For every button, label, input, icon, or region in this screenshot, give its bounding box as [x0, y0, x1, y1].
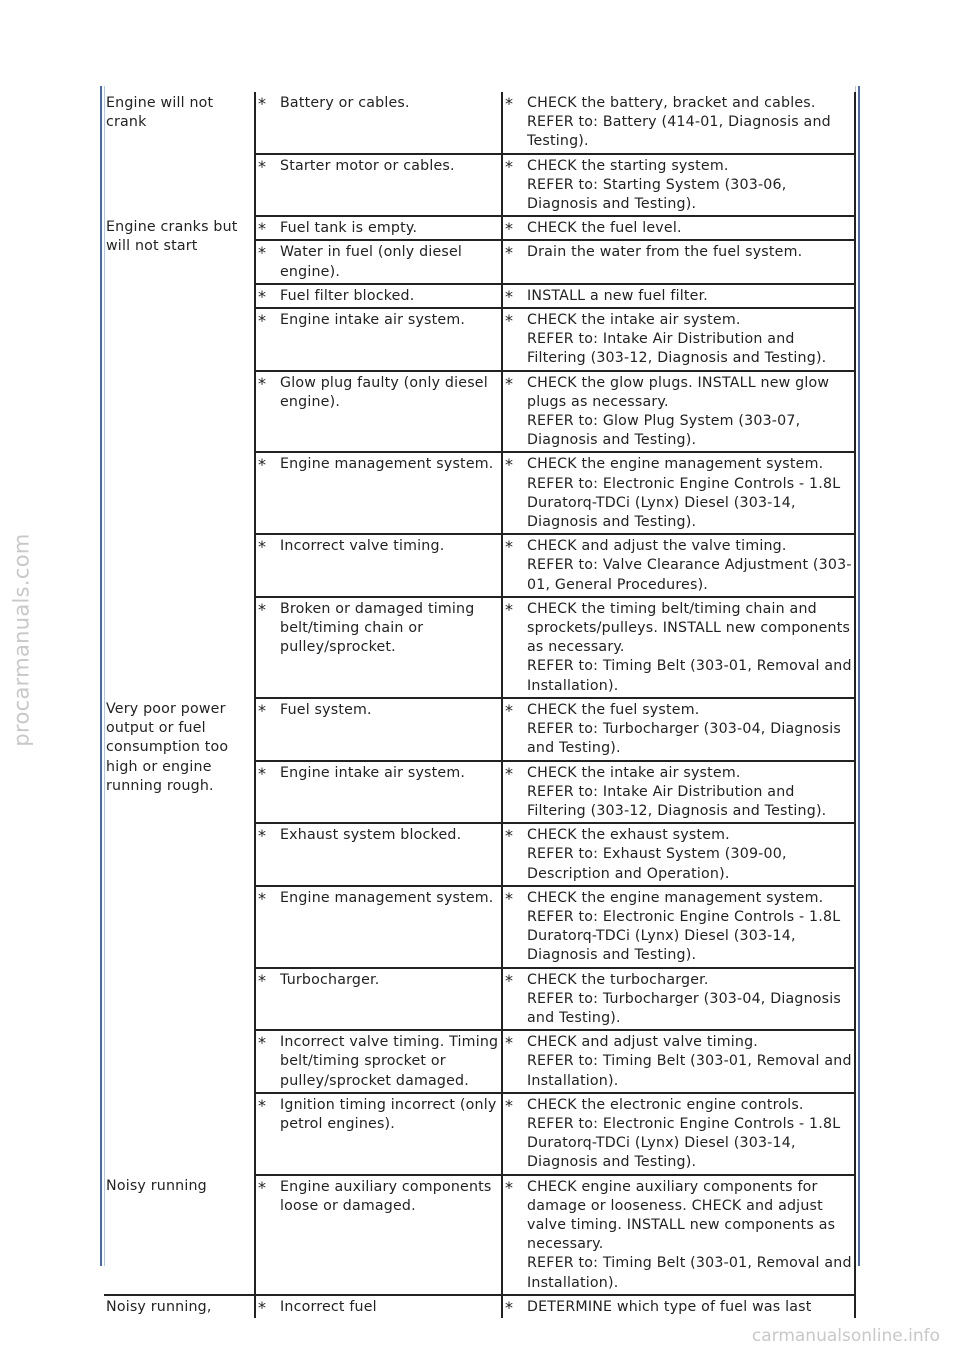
bullet-icon: * [505, 763, 514, 783]
bullet-icon: * [505, 1095, 514, 1115]
action-text: CHECK the exhaust system. [527, 827, 730, 844]
cause-cell [255, 452, 502, 534]
cause-cell [255, 92, 502, 154]
cause-text: Exhaust system blocked. [280, 827, 462, 844]
refer-text: REFER to: Electronic Engine Controls - 1.8L Duratorq-TDCi (Lynx) Diesel (303-14, Diagnosis and Testing). [527, 1115, 841, 1171]
cause-cell [255, 823, 502, 886]
action-cell [502, 1295, 855, 1318]
cause-cell [255, 1030, 502, 1093]
cause-text: Water in fuel (only diesel engine). [280, 244, 463, 280]
action-cell [502, 1093, 855, 1175]
cause-text: Engine auxiliary components loose or damaged. [280, 1178, 492, 1214]
bullet-icon: * [505, 455, 514, 475]
bullet-icon: * [258, 286, 267, 306]
action-text: CHECK engine auxiliary components for damage or looseness. CHECK and adjust valve timing. INSTALL new components as necessary. [527, 1178, 836, 1253]
cause-text: Engine intake air system. [280, 312, 466, 329]
action-cell [502, 216, 855, 240]
action-cell [502, 154, 855, 217]
action-cell [502, 1175, 855, 1295]
bullet-icon: * [505, 243, 514, 263]
cause-text: Engine management system. [280, 456, 494, 473]
refer-text: REFER to: Electronic Engine Controls - 1.8L Duratorq-TDCi (Lynx) Diesel (303-14, Diagnosis and Testing). [527, 475, 841, 531]
diagnosis-table [104, 92, 856, 1318]
action-cell [502, 761, 855, 824]
action-text: CHECK the engine management system. [527, 889, 824, 906]
cause-cell [255, 371, 502, 453]
action-cell [502, 698, 855, 761]
condition-cell: Noisy running, [104, 1295, 255, 1318]
side-watermark: procarmanuals.com [10, 533, 34, 747]
bullet-icon: * [505, 286, 514, 306]
refer-text: REFER to: Starting System (303-06, Diagnosis and Testing). [527, 176, 787, 213]
bullet-icon: * [258, 373, 267, 393]
action-text: CHECK the timing belt/timing chain and sprockets/pulleys. INSTALL new components as necessary. [527, 600, 851, 656]
action-text: CHECK and adjust valve timing. [527, 1034, 758, 1051]
cause-cell [255, 761, 502, 824]
cause-text: Engine intake air system. [280, 764, 466, 781]
cause-cell [255, 534, 502, 597]
cause-cell [255, 1093, 502, 1175]
bullet-icon: * [258, 599, 267, 619]
cause-text: Starter motor or cables. [280, 157, 455, 174]
action-cell [502, 823, 855, 886]
condition-cell: Noisy running [104, 1175, 255, 1295]
cause-text: Turbocharger. [280, 971, 380, 988]
bullet-icon: * [258, 219, 267, 239]
table-row [104, 698, 855, 761]
cause-cell [255, 154, 502, 217]
bullet-icon: * [258, 156, 267, 176]
bullet-icon: * [258, 94, 267, 113]
bullet-icon: * [258, 243, 267, 263]
bullet-icon: * [505, 537, 514, 557]
action-cell [502, 92, 855, 154]
bullet-icon: * [505, 1297, 514, 1317]
action-text: CHECK the glow plugs. INSTALL new glow plugs as necessary. [527, 374, 830, 410]
diagnosis-table-body [104, 92, 855, 1318]
refer-text: REFER to: Timing Belt (303-01, Removal and Installation). [527, 1255, 852, 1291]
bullet-icon: * [258, 1177, 267, 1197]
table-row [104, 1295, 855, 1318]
bullet-icon: * [505, 1177, 514, 1197]
action-text: CHECK the fuel level. [527, 220, 682, 237]
refer-text: REFER to: Timing Belt (303-01, Removal and Installation). [527, 1053, 852, 1089]
bullet-icon: * [258, 455, 267, 475]
bullet-icon: * [258, 311, 267, 331]
cause-cell [255, 308, 502, 371]
action-cell [502, 371, 855, 453]
action-cell [502, 308, 855, 371]
cause-text: Battery or cables. [280, 95, 410, 111]
action-text: CHECK the starting system. [527, 157, 729, 174]
cause-cell [255, 698, 502, 761]
bullet-icon: * [505, 311, 514, 331]
bullet-icon: * [258, 1095, 267, 1115]
action-text: CHECK the turbocharger. [527, 971, 709, 988]
bullet-icon: * [505, 888, 514, 908]
cause-cell [255, 1295, 502, 1318]
refer-text: REFER to: Glow Plug System (303-07, Diagnosis and Testing). [527, 413, 801, 449]
action-text: CHECK the electronic engine controls. [527, 1096, 804, 1113]
cause-text: Incorrect valve timing. [280, 538, 445, 555]
cause-text: Engine management system. [280, 889, 494, 906]
action-cell [502, 597, 855, 698]
bullet-icon: * [505, 373, 514, 393]
bullet-icon: * [258, 700, 267, 720]
refer-text: REFER to: Electronic Engine Controls - 1.8L Duratorq-TDCi (Lynx) Diesel (303-14, Diagnosis and Testing). [527, 908, 841, 964]
cause-cell [255, 240, 502, 283]
action-text: CHECK the engine management system. [527, 456, 824, 473]
action-text: Drain the water from the fuel system. [527, 244, 803, 261]
bullet-icon: * [258, 888, 267, 908]
cause-cell [255, 968, 502, 1031]
refer-text: REFER to: Exhaust System (309-00, Description and Operation). [527, 846, 787, 882]
bullet-icon: * [505, 1033, 514, 1053]
bullet-icon: * [258, 1033, 267, 1053]
bullet-icon: * [505, 599, 514, 619]
cause-cell [255, 597, 502, 698]
action-text: CHECK and adjust the valve timing. [527, 538, 787, 555]
action-cell [502, 968, 855, 1031]
refer-text: REFER to: Turbocharger (303-04, Diagnosis and Testing). [527, 990, 841, 1026]
action-cell [502, 886, 855, 968]
action-cell [502, 240, 855, 283]
cause-text: Fuel tank is empty. [280, 220, 418, 237]
bullet-icon: * [258, 826, 267, 846]
bullet-icon: * [258, 970, 267, 990]
cause-text: Ignition timing incorrect (only petrol engines). [280, 1096, 497, 1132]
table-row [104, 216, 855, 240]
action-text: DETERMINE which type of fuel was last [527, 1298, 812, 1315]
action-text: CHECK the intake air system. [527, 764, 741, 781]
condition-cell: Engine cranks but will not start [104, 216, 255, 698]
action-cell [502, 1030, 855, 1093]
cause-cell [255, 216, 502, 240]
action-cell [502, 452, 855, 534]
table-row [104, 1175, 855, 1295]
bullet-icon: * [258, 763, 267, 783]
bullet-icon: * [505, 94, 514, 113]
refer-text: REFER to: Turbocharger (303-04, Diagnosis and Testing). [527, 721, 841, 757]
cause-cell [255, 1175, 502, 1295]
bullet-icon: * [258, 1297, 267, 1317]
refer-text: REFER to: Intake Air Distribution and Filtering (303-12, Diagnosis and Testing). [527, 331, 827, 367]
cause-text: Fuel system. [280, 701, 372, 718]
bullet-icon: * [505, 156, 514, 176]
refer-text: REFER to: Timing Belt (303-01, Removal and Installation). [527, 658, 852, 694]
bullet-icon: * [505, 700, 514, 720]
bottom-watermark: carmanualsonline.info [751, 1326, 940, 1346]
bullet-icon: * [505, 970, 514, 990]
action-text: CHECK the fuel system. [527, 701, 700, 718]
cause-text: Fuel filter blocked. [280, 287, 415, 304]
action-cell [502, 284, 855, 308]
condition-cell: Engine will not crank [104, 92, 255, 216]
refer-text: REFER to: Battery (414-01, Diagnosis and Testing). [527, 114, 831, 150]
cause-cell [255, 886, 502, 968]
action-text: CHECK the battery, bracket and cables. [527, 95, 816, 111]
condition-cell: Very poor power output or fuel consumption too high or engine running rough. [104, 698, 255, 1175]
cause-text: Incorrect valve timing. Timing belt/timing sprocket or pulley/sprocket damaged. [280, 1034, 499, 1089]
refer-text: REFER to: Valve Clearance Adjustment (303-01, General Procedures). [527, 557, 852, 593]
cause-text: Broken or damaged timing belt/timing chain or pulley/sprocket. [280, 600, 475, 656]
bullet-icon: * [505, 826, 514, 846]
action-cell [502, 534, 855, 597]
action-text: INSTALL a new fuel filter. [527, 287, 709, 304]
bullet-icon: * [258, 537, 267, 557]
bullet-icon: * [505, 219, 514, 239]
action-text: CHECK the intake air system. [527, 312, 741, 329]
refer-text: REFER to: Intake Air Distribution and Filtering (303-12, Diagnosis and Testing). [527, 783, 827, 819]
table-row [104, 92, 855, 154]
cause-text: Incorrect fuel [280, 1298, 377, 1315]
cause-text: Glow plug faulty (only diesel engine). [280, 374, 488, 410]
cause-cell [255, 284, 502, 308]
